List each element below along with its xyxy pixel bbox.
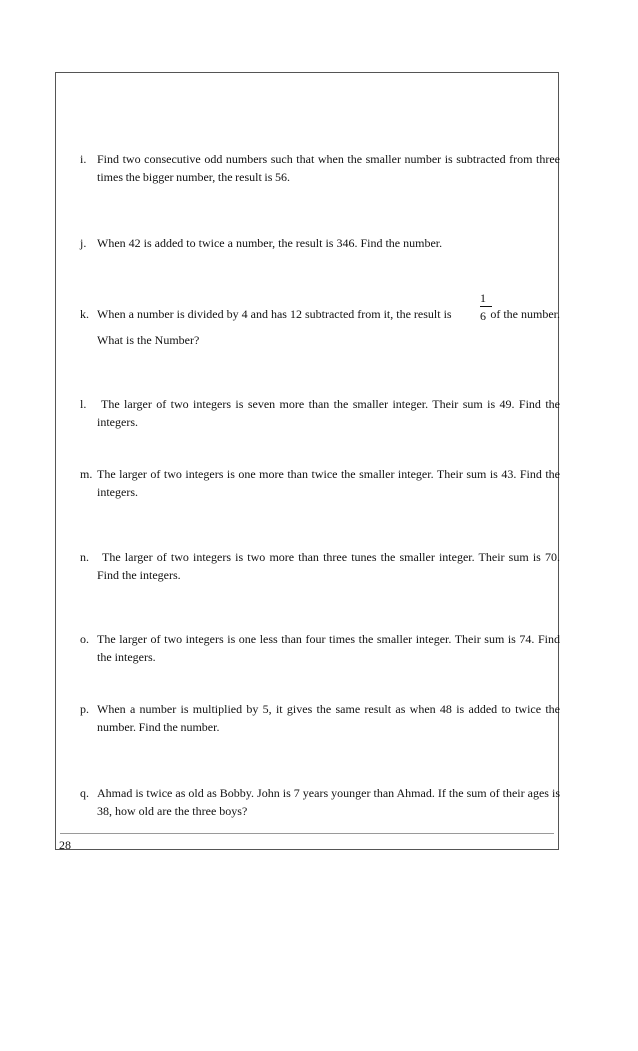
question-text: Ahmad is twice as old as Bobby. John is 7 years younger than Ahmad. If the sum of their ages is 38, how old are the three boys? [97, 786, 560, 818]
question-label: j. [80, 236, 87, 250]
question-label: l. [80, 397, 87, 411]
question-text: When 42 is added to twice a number, the result is 346. Find the number. [97, 236, 443, 250]
question-k-line-1 [97, 291, 560, 323]
question-k-text-before: When a number is divided by 4 and has 12 subtracted from it, the result is [97, 307, 452, 321]
question-label: m. [80, 467, 93, 481]
question-m [80, 465, 560, 501]
question-text: The larger of two integers is one more than twice the smaller integer. Their sum is 43. Find the integers. [97, 467, 560, 499]
question-label: i. [80, 152, 87, 166]
question-q [80, 784, 560, 820]
footer-divider [60, 833, 554, 834]
page-frame [55, 72, 559, 850]
question-i [80, 150, 560, 186]
question-label: q. [80, 786, 89, 800]
question-p [80, 700, 560, 736]
question-text: The larger of two integers is one less than four times the smaller integer. Their sum is 74. Find the integers. [97, 632, 560, 664]
page-number: 28 [59, 838, 71, 852]
question-label: o. [80, 632, 89, 646]
question-j [80, 234, 560, 252]
question-k [80, 291, 560, 349]
question-k-text-after: of the number. [490, 307, 560, 321]
question-text: Find two consecutive odd numbers such that when the smaller number is subtracted from three times the bigger number, the result is 56. [97, 152, 560, 184]
question-o [80, 630, 560, 666]
fraction-denominator: 6 [480, 309, 486, 323]
question-text [97, 291, 560, 349]
question-text: The larger of two integers is seven more than the smaller integer. Their sum is 49. Find the integers. [97, 397, 560, 429]
question-label: p. [80, 702, 89, 716]
question-text: The larger of two integers is two more than three tunes the smaller integer. Their sum is 70. Find the integers. [97, 550, 560, 582]
question-text: When a number is multiplied by 5, it gives the same result as when 48 is added to twice the number. Find the number. [97, 702, 560, 734]
question-k-line-2: What is the Number? [97, 333, 200, 347]
question-label: n. [80, 550, 89, 564]
question-n [80, 548, 560, 584]
question-label: k. [80, 307, 89, 321]
question-l [80, 395, 560, 431]
fraction-numerator: 1 [480, 291, 492, 307]
